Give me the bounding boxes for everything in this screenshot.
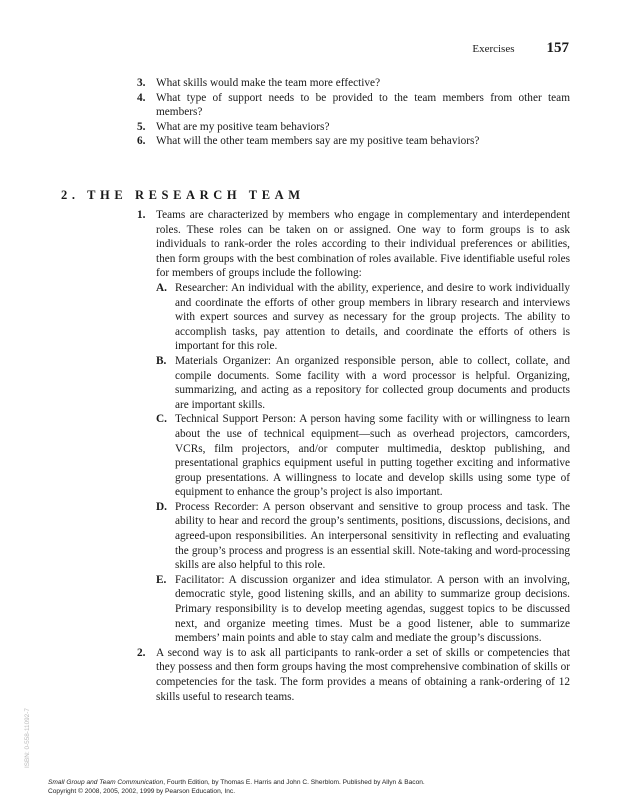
- list-item-text: Teams are characterized by members who engage in complementary and interdependent roles. These roles can be taken on or assigned. One way to form groups is to ask individuals to rank-order the roles according to their individual preferences or abilities, then form groups with the best combination of roles available. Five identifiable useful roles for members of groups include the following:: [156, 209, 570, 280]
- role-description: Technical Support Person: A person having some facility with or willingness to learn about the use of technical equipment—such as overhead projectors, camcorders, VCRs, film projectors, and/or computer multimedia, desktop publishing, and presentational graphics equipment useful in putting together exciting and informative group presentations. A willingness to locate and develop skills using some type of equipment to enhance the group’s project is also important.: [175, 413, 570, 499]
- list-item-number: 3.: [137, 77, 146, 89]
- role-letter: B.: [156, 354, 167, 367]
- list-item-number: 5.: [137, 120, 146, 133]
- role-letter: D.: [156, 500, 167, 513]
- list-item: [137, 120, 570, 135]
- list-item-number: 2.: [137, 646, 146, 659]
- citation-line: [48, 779, 425, 788]
- role-item: [156, 412, 570, 500]
- list-item-text: What will the other team members say are my positive team behaviors?: [156, 135, 480, 148]
- page-number: 157: [546, 40, 569, 56]
- copyright-line: Copyright © 2008, 2005, 2002, 1999 by Pearson Education, Inc.: [48, 787, 236, 795]
- role-description: Process Recorder: A person observant and sensitive to group process and task. The ability to hear and record the group’s sentiments, positions, discussions, decisions, and agreed-upon responsibilities. An interpersonal sensitivity in reflecting and evaluating the group’s process and progress is an essential skill. Note-taking and word-processing skills are also helpful to this role.: [175, 500, 570, 572]
- role-description: Researcher: An individual with the ability, experience, and desire to work individually and coordinate the efforts of other group members in library research and interviews with expert sources and survey as necessary for the group projects. The ability to accomplish tasks, pay attention to details, and coordinate the efforts of others is important for this role.: [175, 281, 570, 353]
- list-item-number: 4.: [137, 91, 146, 104]
- list-item-text: What skills would make the team more effective?: [156, 77, 381, 89]
- book-title: Small Group and Team Communication: [48, 779, 164, 786]
- list-item-text: What type of support needs to be provided to the team members from other team members?: [156, 91, 570, 119]
- isbn-margin-note: ISBN: 0-558-11092-7: [24, 708, 31, 768]
- role-item: [156, 500, 570, 573]
- list-item: [137, 134, 570, 149]
- running-head-section: Exercises: [472, 43, 515, 55]
- role-description: Materials Organizer: An organized responsible person, able to collect, collate, and compile documents. Some facility with a word processor is helpful. Organizing, summarizing, and acting as a repository for collected group documents and products are important skills.: [175, 354, 570, 411]
- research-team-list: [137, 208, 570, 704]
- section-heading: 2. THE RESEARCH TEAM: [61, 188, 305, 203]
- copyright-footer: [48, 779, 425, 796]
- list-item-number: 1.: [137, 209, 146, 221]
- list-item-text: What are my positive team behaviors?: [156, 120, 330, 133]
- role-item: [156, 354, 570, 412]
- role-list: [156, 281, 570, 646]
- intro-question-list: [137, 76, 570, 149]
- running-head: [472, 40, 569, 57]
- list-item: [137, 646, 570, 704]
- role-item: [156, 281, 570, 354]
- list-item: [137, 76, 570, 91]
- list-item-text: A second way is to ask all participants to rank-order a set of skills or competencies that they possess and then form groups having the most comprehensive combination of skills or competencies for the task. The form provides a means of obtaining a rank-ordering of 12 skills useful to research teams.: [156, 646, 570, 703]
- list-item: [137, 91, 570, 120]
- role-letter: A.: [156, 281, 167, 294]
- list-item-number: 6.: [137, 135, 146, 148]
- role-item: [156, 573, 570, 646]
- role-letter: E.: [156, 573, 167, 586]
- citation-details: , Fourth Edition, by Thomas E. Harris and John C. Sherblom. Published by Allyn & Bacon.: [163, 779, 425, 786]
- role-letter: C.: [156, 413, 167, 426]
- list-item: [137, 208, 570, 646]
- role-description: Facilitator: A discussion organizer and idea stimulator. A person with an involving, democratic style, good listening skills, and an ability to summarize group decisions. Primary responsibility is to develop meeting agendas, suggest topics to be discussed next, and organize meeting times. Must be a good listener, able to summarize members’ main points and able to stay calm and mediate the group’s discussions.: [175, 573, 570, 645]
